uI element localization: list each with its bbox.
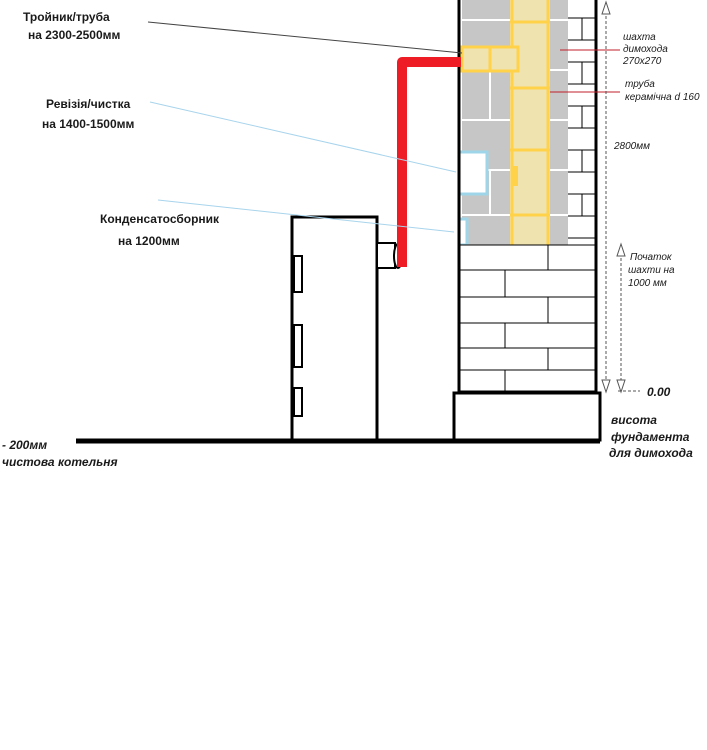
label-foundation-1: висота <box>611 413 657 427</box>
boiler-flue-outlet <box>377 243 395 268</box>
ceramic-pipe <box>510 0 550 245</box>
label-revision-title: Ревізія/чистка <box>46 97 131 111</box>
leader-revision <box>150 102 456 172</box>
boiler-hinge-middle <box>294 325 302 367</box>
dim-arrow-start-bottom <box>617 380 625 392</box>
tee-fitting <box>462 47 518 71</box>
label-pipe-1: труба <box>625 79 655 90</box>
pipe-fitting <box>512 166 518 186</box>
chimney-base-bricks <box>459 245 596 391</box>
label-tee-height: на 2300-2500мм <box>28 28 121 42</box>
label-shaft-2: димохода <box>623 44 668 55</box>
label-floor-2: чистова котельня <box>2 455 118 469</box>
label-floor-1: - 200мм <box>2 438 48 452</box>
label-start-1: Початок <box>630 252 672 263</box>
boiler <box>292 217 402 440</box>
label-foundation-2: фундамента <box>611 430 690 444</box>
label-tee-title: Тройник/труба <box>23 10 110 24</box>
boiler-hinge-top <box>294 256 302 292</box>
leader-tee <box>148 22 462 53</box>
label-condensate-title: Конденсатосборник <box>100 212 220 226</box>
label-condensate-height: на 1200мм <box>118 234 180 248</box>
chimney-shaft-upper <box>459 0 596 245</box>
label-shaft-3: 270х270 <box>623 56 662 67</box>
dim-arrow-bottom <box>602 380 610 392</box>
chimney-foundation <box>454 393 600 440</box>
label-start-2: шахти на <box>628 265 675 276</box>
boiler-hinge-bottom <box>294 388 302 416</box>
label-shaft-1: шахта <box>623 32 656 43</box>
label-dim-total: 2800мм <box>614 141 650 152</box>
label-foundation-3: для димохода <box>609 446 693 460</box>
label-pipe-2: керамічна d 160 <box>625 92 700 103</box>
label-zero-mark: 0.00 <box>647 385 671 399</box>
label-revision-height: на 1400-1500мм <box>42 117 135 131</box>
dim-arrow-top <box>602 2 610 14</box>
revision-door <box>459 152 487 194</box>
dim-arrow-start-top <box>617 244 625 256</box>
label-start-3: 1000 мм <box>628 278 667 289</box>
flue-pipe <box>402 62 461 267</box>
